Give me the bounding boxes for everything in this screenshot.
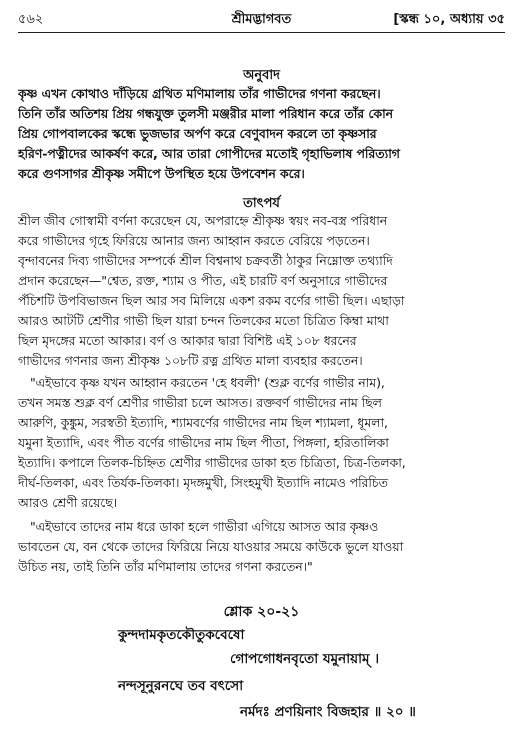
page-number: ৫৬২	[18, 12, 44, 27]
purport-line: "এইভাবে কৃষ্ণ যখন আহ্বান করতেন 'হে ধবলী' (শুক্ল বর্ণের গাভীর নাম),	[30, 375, 385, 390]
purport-line: যমুনা ইত্যাদি, এবং পীত বর্ণের গাভীদের নাম ছিল পীতা, পিঙ্গলা, হরিতালিকা	[18, 435, 389, 450]
verse-line: গোপগোধনবৃতো যমুনায়াম্ ।	[230, 651, 380, 667]
purport-heading: তাৎপর্য	[243, 196, 280, 211]
translation-line: প্রিয় গোপবালকের স্কন্ধে ভুজভার অর্পণ করে বেণুবাদন করলে তা কৃষ্ণসার	[18, 126, 377, 141]
chapter-reference: [স্কন্ধ ১০, অধ্যায় ৩৫	[393, 12, 505, 27]
sloka-title: শ্লোক ২০-২১	[223, 604, 300, 620]
translation-line: কৃষ্ণ এখন কোথাও দাঁড়িয়ে গ্রথিত মণিমালায় তাঁর গাভীদের গণনা করছেন।	[18, 86, 381, 101]
page-header	[18, 8, 505, 30]
translation-line: করে গুণসাগর শ্রীকৃষ্ণ সমীপে উপস্থিত হয়ে উপবেশন করে।	[18, 166, 305, 181]
purport-line: করে গাভীদের গৃহে ফিরিয়ে আনার জন্য আহ্বান করতে বেরিয়ে পড়তেন।	[18, 233, 370, 248]
header-divider	[18, 32, 505, 33]
purport-line: প্রদান করেছেন—"শ্বেত, রক্ত, শ্যাম ও পীত, এই চারটি বর্ণ অনুসারে গাভীদের	[18, 273, 388, 288]
purport-line: ভাবতেন যে, বন থেকে তাদের ফিরিয়ে নিয়ে যাওয়ার সময়ে কাউকে ভুলে যাওয়া	[18, 539, 404, 554]
translation-line: তিনি তাঁর অতিশয় প্রিয় গন্ধযুক্ত তুলসী মঞ্জরীর মালা পরিধান করে তাঁর কোন	[18, 106, 394, 121]
verse-line: নন্দসূনুরনঘে তব বৎসো	[118, 678, 244, 694]
purport-line: আরুণি, কুঙ্কুম, সরস্বতী ইত্যাদি, শ্যামবর্ণের গাভীদের নাম ছিল শ্যামলা, ধূমলা,	[18, 415, 388, 430]
translation-heading: অনুবাদ	[243, 68, 280, 83]
purport-line: দীর্ঘ-তিলকা, এবং তির্যক-তিলকা। মৃদঙ্গমুখী, সিংহমুখী ইত্যাদি নামেও পরিচিত	[18, 475, 388, 490]
purport-line: তখন সমস্ত শুক্ল বর্ণ শ্রেণীর গাভীরা চলে আসত। রক্তবর্ণ গাভীদের নাম ছিল	[18, 395, 382, 410]
translation-line: হরিণ-পত্নীদের আকর্ষণ করে, আর তারা গোপীদের মতোই গৃহাভিলাষ পরিত্যাগ	[18, 146, 400, 161]
purport-line: উচিত নয়, তাই তিনি তাঁর মণিমালায় তাদের গণনা করতেন।"	[18, 559, 313, 574]
purport-line: গাভীদের গণনার জন্য শ্রীকৃষ্ণ ১০৮টি রত্ন গ্রথিত মালা ব্যবহার করতেন।	[18, 353, 363, 368]
purport-line: "এইভাবে তাদের নাম ধরে ডাকা হলে গাভীরা এগিয়ে আসত আর কৃষ্ণও	[30, 519, 379, 534]
purport-line: শ্রীল জীব গোস্বামী বর্ণনা করেছেন যে, অপরাহ্নে শ্রীকৃষ্ণ স্বয়ং নব-বস্ত্র পরিধান	[18, 213, 388, 228]
verse-line: নর্মদঃ প্রণয়িনাং বিজহার ॥ ২০ ॥	[240, 704, 416, 720]
purport-line: বৃন্দাবনের দিব্য গাভীদের সম্পর্কে শ্রীল বিশ্বনাথ চক্রবর্তী ঠাকুর নিম্নোক্ত তথ্যাদি	[18, 253, 393, 268]
purport-line: ইত্যাদি। কপালে তিলক-চিহ্নিত শ্রেণীর গাভীদের ডাকা হত চিত্রিতা, চিত্র-তিলকা,	[18, 455, 406, 470]
purport-line: ছিল মৃদঙ্গের মতো আকার। বর্ণ ও আকার দ্বারা বিশিষ্ট এই ১০৮ ধরনের	[18, 333, 357, 348]
verse-line: কুন্দদামকৃতকৌতুকবেষো	[118, 627, 245, 643]
purport-line: আরও শ্রেণী রয়েছে।	[18, 495, 118, 510]
book-title: শ্রীমদ্ভাগবত	[231, 12, 292, 27]
purport-line: পঁচিশটি উপবিভাজন ছিল আর সব মিলিয়ে একশ রকম বর্ণের গাভী ছিল। এছাড়া	[18, 293, 405, 308]
purport-line: আরও আটটি শ্রেণীর গাভী ছিল যারা চন্দন তিলকের মতো চিত্রিত কিম্বা মাথা	[18, 313, 389, 328]
